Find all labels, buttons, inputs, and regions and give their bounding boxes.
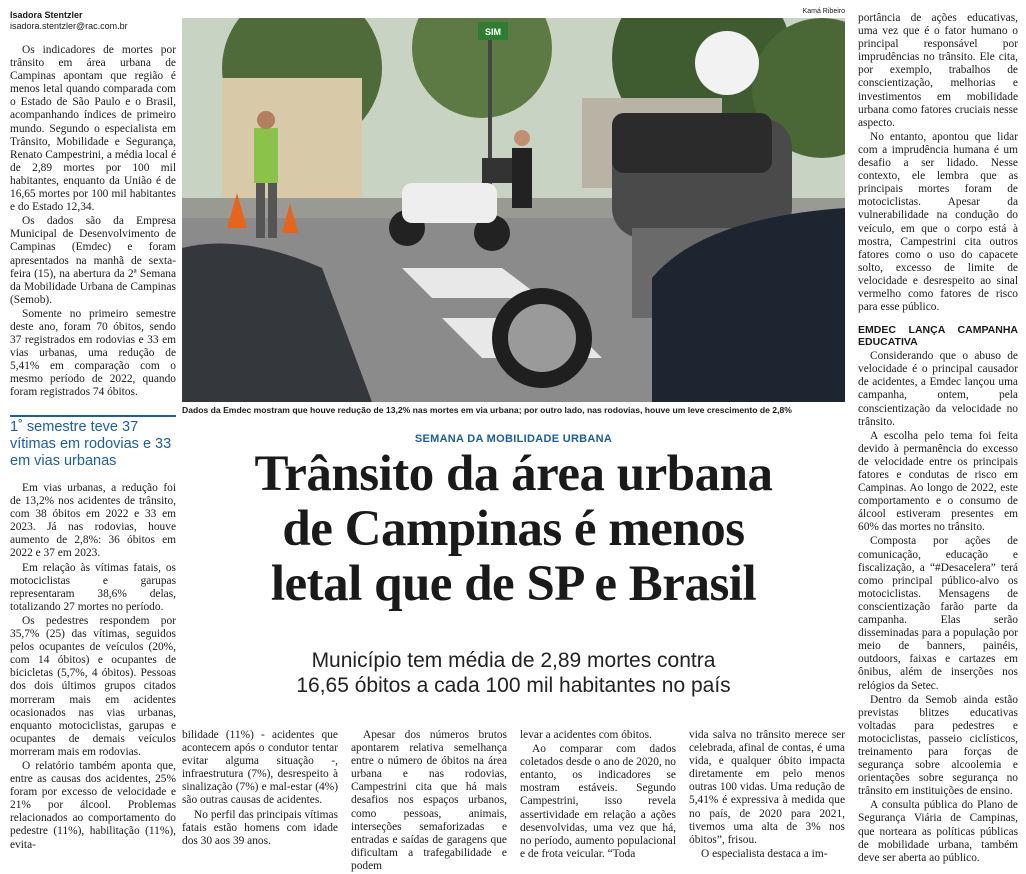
paragraph: Ao comparar com dados coletados desde o ano de 2020, no entanto, os indicadores se mostram estáveis. Segundo Campestrini, isso revela assertividade em relação a ações desenvolvidas, uma vez que há, no período, aumento populacional e de frota veicular. “Toda — [520, 743, 676, 860]
paragraph: A consulta pública do Plano de Segurança Viária de Campinas, que nortearа as políticas públicas de mobilidade urbana, também deve ser aberta ao público. — [858, 799, 1018, 864]
paragraph: Dentro da Semob ainda estão previstas blitzes educativas voltadas para pedestres e motociclistas, passeio ciclísticos, treinamento para forças de segurança sobre alcoolemia e orientações sobre segurança no trânsito em instituições de ensino. — [858, 693, 1018, 798]
paragraph: No entanto, apontou que lidar com a imprudência humana é um desafio a ser lidado. Nesse contexto, ele lembra que as principais mortes foram de motociclistas. Apesar da vulnerabilidade na condução do veículo, em que o corpo está à mostra, Campestrini cita outros fatores como o uso do capacete solto, excesso de limite de velocidade e desrespeito ao sinal vermelho como fatores de risco para esse público. — [858, 130, 1018, 314]
paragraph: portância de ações educativas, uma vez que é o fator humano o principal responsável por imprudências no trânsito. Ele cita, por exemplo, trabalhos de conscientização, melhorias e investimentos em mobilidade urbana como fatores cruciais nesse aspecto. — [858, 12, 1018, 129]
paragraph: levar a acidentes com óbitos. — [520, 729, 652, 741]
paragraph: Em vias urbanas, a redução foi de 13,2% nos acidentes de trânsito, com 38 óbitos em 2022 e 33 em 2023. Já nas rodovias, houve aumento de 2,8%: 36 óbitos em 2022 e 37 em 2023. — [10, 482, 176, 560]
paragraph: vida salva no trânsito merece ser celebrada, afinal de contas, é uma vida, e qualquer óbito impacta diretamente em pelo menos outras 100 vidas. Uma redução de 5,41% é expressiva à medida que no país, de 2020 para 2021, tivemos uma alta de 3% nos óbitos”, frisou. — [689, 729, 845, 846]
bottom-column-3 — [520, 729, 676, 861]
paragraph: Os dados são da Empresa Municipal de Desenvolvimento de Campinas (Emdec) e foram apresentados na manhã de sexta-feira (15), na abertura da 2ª Semana da Mobilidade Urbana de Campinas (Semob). — [10, 215, 176, 306]
left-column-continued — [10, 482, 176, 852]
bottom-column-4 — [689, 729, 845, 861]
paragraph: O relatório também aponta que, entre as causas dos acidentes, 25% foram por excesso de velocidade e 21% por álcool. Problemas relacionados ao comportamento do pedestre (11%), habilitação (11%), evita- — [10, 759, 176, 851]
subheadline-line: Município tem média de 2,89 mortes contra — [311, 649, 716, 672]
paragraph: Considerando que o abuso de velocidade é o principal causador de acidentes, a Emdec lançou uma campanha, ontem, pela conscientização da velocidade no trânsito. — [858, 350, 1018, 428]
photo-caption: Dados da Emdec mostram que houve redução de 13,2% nas mortes em via urbana; por outro lado, nas rodovias, houve um leve crescimento de 2,8% — [182, 405, 792, 415]
bottom-column-1 — [182, 729, 338, 848]
author-email: isadora.stentzler@rac.com.br — [10, 21, 128, 31]
paragraph: Os pedestres respondem por 35,7% (25) das vítimas, seguidos pelos ocupantes de veículos (20%, com 14 óbitos) e ocupantes de bicicletas (5,7%, 4 óbitos). Pessoas dos dois últimos grupos citados morreram mais em acidentes ocasionados nas vias urbanas, enquanto motociclistas, garupas e ocupantes de demais veículos morreram mais em rodovias. — [10, 614, 176, 758]
pullquote: 1˚ semestre teve 37 vítimas em rodovias e 33 em vias urbanas — [10, 415, 176, 470]
right-column — [858, 12, 1018, 865]
author-name: Isadora Stentzler — [10, 10, 83, 20]
paragraph: Em relação às vítimas fatais, os motociclistas e garupas representaram 38,6% delas, totalizando 27 mortes no período. — [10, 561, 176, 613]
section-subheading: EMDEC LANÇA CAMPANHA EDUCATIVA — [858, 324, 1018, 349]
paragraph: Somente no primeiro semestre deste ano, foram 70 óbitos, sendo 37 registrados em rodovias e 33 em vias urbanas, uma redução de 5,41% em comparação com o mesmo período de 2022, quando foram registrados 74 óbitos. — [10, 307, 176, 399]
headline — [182, 447, 845, 612]
photo-credit: Kamá Ribeiro — [802, 8, 845, 15]
headline-line: Trânsito da área urbana — [254, 446, 773, 502]
headline-line: de Campinas é menos — [282, 501, 745, 557]
byline — [10, 10, 175, 32]
street-scene-illustration — [182, 18, 845, 402]
subheadline — [182, 648, 845, 698]
paragraph: Composta por ações de comunicação, educação e fiscalização, a “#Desacelera” terá como principal público-alvo os motociclistas. Mensagens de conscientização farão parte da campanha. Elas serão disseminadas para a população por meio de banners, painéis, outdoors, faixas e cartazes em ônibus, além de inserções nos relógios da Setec. — [858, 535, 1018, 692]
headline-line: letal que de SP e Brasil — [270, 556, 757, 612]
paragraph: Os indicadores de mortes por trânsito em área urbana de Campinas apontam que região é menos letal quando comparada com o Estado de São Paulo e o Brasil, acompanhando índices de primeiro mundo. Segundo o especialista em Trânsito, Mobilidade e Segurança, Renato Campestrini, a média local é de 2,89 mortes por 100 mil habitantes, enquanto da União é de 16,65 mortes por 100 mil habitantes e do Estado 12,34. — [10, 44, 176, 214]
bottom-column-2 — [351, 729, 507, 873]
paragraph: bilidade (11%) - acidentes que acontecem após o condutor tentar evitar alguma situação -, infraestrutura (7%), desrespeito à sinalização (7%) e mal-estar (4%) são outras causas de acidentes. — [182, 729, 338, 807]
section-kicker: SEMANA DA MOBILIDADE URBANA — [414, 433, 613, 445]
sign-text: SIM — [484, 27, 502, 37]
news-photo — [182, 18, 845, 402]
paragraph: No perfil das principais vítimas fatais estão homens com idade dos 30 aos 39 anos. — [182, 808, 338, 847]
left-column — [10, 44, 176, 400]
paragraph: O especialista destaca a im- — [701, 847, 828, 860]
subheadline-line: 16,65 óbitos a cada 100 mil habitantes no país — [296, 674, 731, 697]
paragraph: A escolha pelo tema foi feita devido à permanência do excesso de velocidade entre os principais fatores e condutas de risco em Campinas. Ao longo de 2022, este comportamento e o consumo de álcool estiveram presentes em 60% das mortes no trânsito. — [858, 429, 1018, 534]
paragraph: Apesar dos números brutos apontarem relativa semelhança entre o número de óbitos na área urbana e nas rodovias, Campestrini cita que há mais desafios nos espaços urbanos, como pessoas, animais, interseções semaforizadas e entradas e saídas de garagens que dificultam a trafegabilidade e podem — [351, 729, 507, 872]
